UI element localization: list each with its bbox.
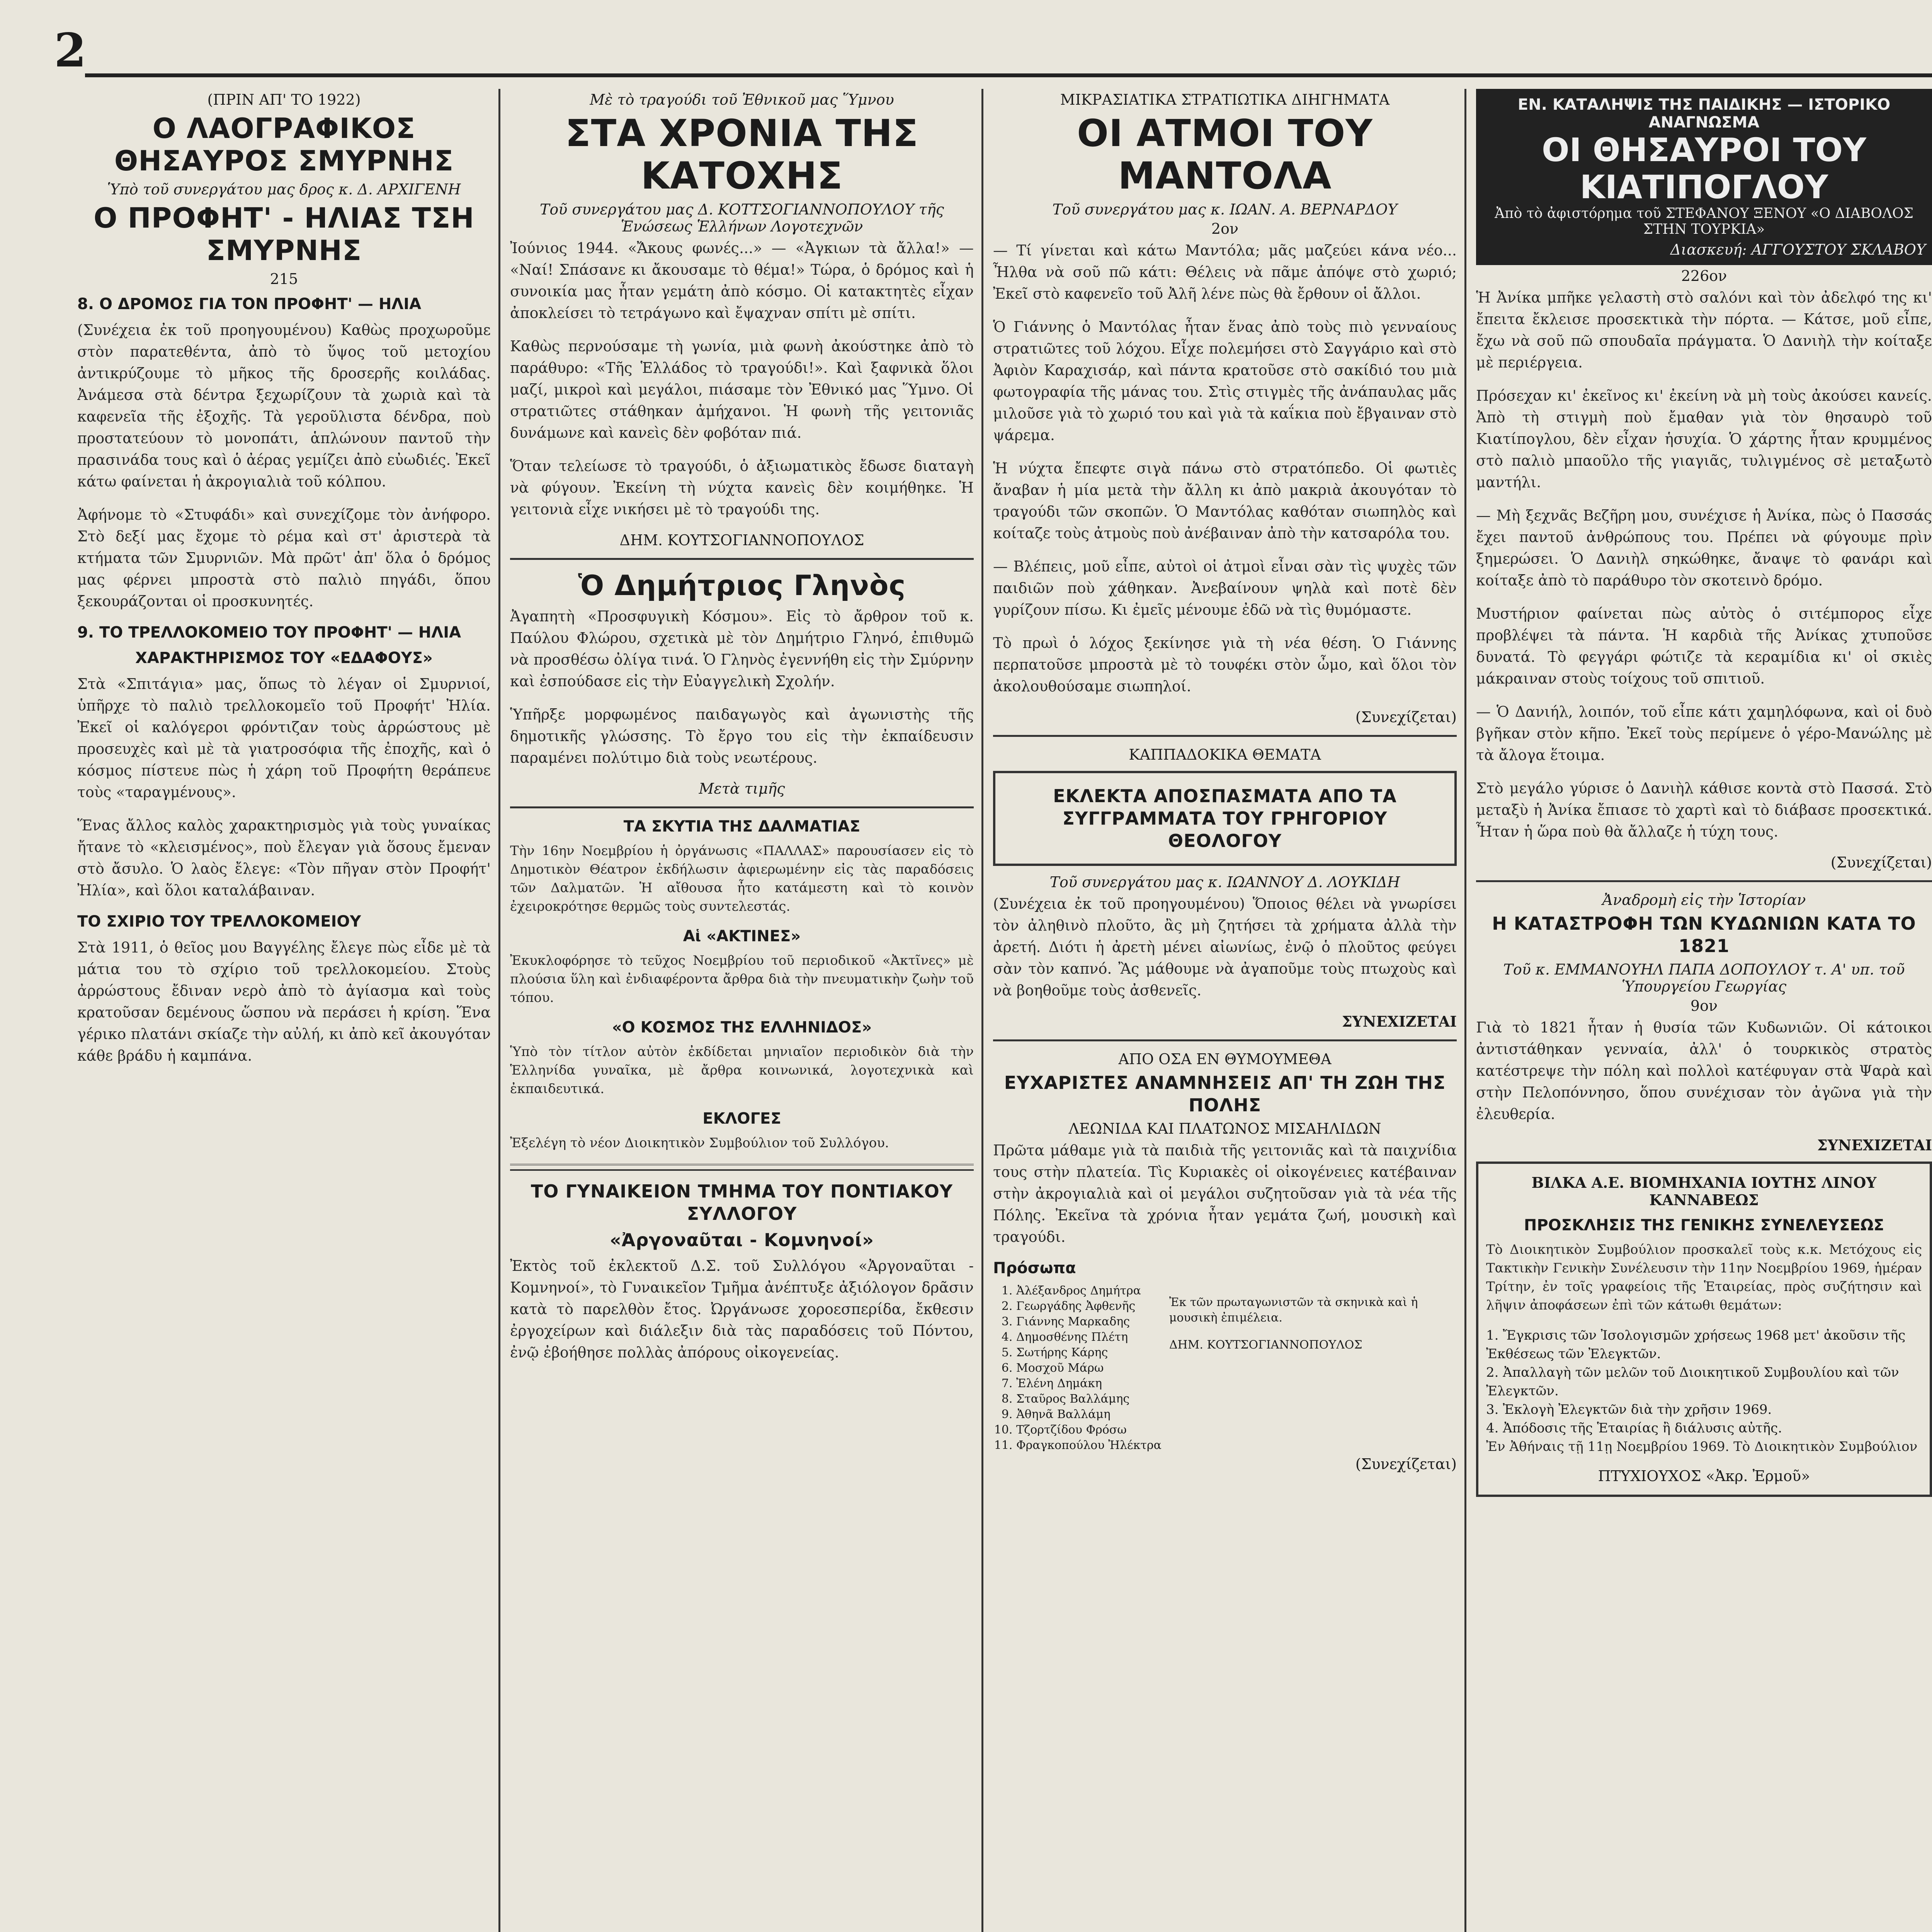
section-heading: ΤΟ ΣΧΙΡΙΟ ΤΟΥ ΤΡΕΛΛΟΚΟΜΕΙΟΥ: [77, 913, 361, 930]
paragraph: Στὸ μεγάλο γύρισε ὁ Δανιὴλ κάθισε κοντὰ στὸ Πασσά. Στὸ μεταξὺ ἡ Ἀνίκα ἔπιασε τὸ χαρτὶ καὶ τὸ διάβασε προσεκτικά. Ἦταν ἡ ὥρα ποὺ θὰ ἄλλαζε ἡ τύχη τους.: [1476, 780, 1932, 840]
cast-list: [993, 1283, 1162, 1453]
paragraph: Ὁ Γιάννης ὁ Μαντόλας ἦταν ἕνας ἀπὸ τοὺς πιὸ γενναίους στρατιῶτες τοῦ λόχου. Εἶχε πολεμήσει στὸ Σαγγάριο καὶ στὸ Ἀφιὸν Καραχισάρ, καὶ πάντα κρατοῦσε στὸ σακίδιό του μιὰ φωτογραφία τῆς μάνας του. Στὶς στιγμὲς τῆς ἀνάπαυλας μᾶς μιλοῦσε γιὰ τὸ χωριό του καὶ γιὰ τὰ καΐκια ποὺ ἔβγαιναν στὸ ψάρεμα.: [993, 318, 1457, 444]
byline: Ὑπὸ τοῦ συνεργάτου μας δρος κ. Δ. ΑΡΧΙΓΕΝΗ: [107, 181, 461, 198]
section-heading: 8. Ο ΔΡΟΜΟΣ ΓΙΑ ΤΟΝ ΠΡΟΦΗΤ' — ΗΛΙΑ: [77, 295, 422, 313]
banner-subtitle: Ἀπὸ τὸ ἀφιστόρημα τοῦ ΣΤΕΦΑΝΟΥ ΞΕΝΟΥ «Ο ΔΙΑΒΟΛΟΣ ΣΤΗΝ ΤΟΥΡΚΙΑ»: [1495, 206, 1913, 237]
agenda-item: 3. Ἐκλογὴ Ἐλεγκτῶν διὰ τὴν χρῆσιν 1969.: [1486, 1402, 1772, 1417]
article-subtitle: «Ἀργοναῦται - Κομνηνοί»: [610, 1230, 874, 1250]
paragraph: Στὰ 1911, ὁ θεῖος μου Βαγγέλης ἔλεγε πὼς εἶδε μὲ τὰ μάτια του τὸ σχίριο τοῦ τρελλοκομείου. Στοὺς ἀρρώστους ἔδιναν νερὸ ἀπὸ τὸ ἁγίασμα καὶ τοὺς κρατοῦσαν δεμένους ὥσπου νὰ περάσει ἡ κρίση. Ἕνα γέρικο πλατάνι σκίαζε τὴν αὐλή, κι ἀπὸ κεῖ ἀκουγόταν κάθε βράδυ ἡ καμπάνα.: [77, 939, 491, 1064]
agenda-item: 2. Ἀπαλλαγὴ τῶν μελῶν τοῦ Διοικητικοῦ Συμβουλίου καὶ τῶν Ἐλεγκτῶν.: [1486, 1365, 1899, 1399]
paragraph: Ἡ Ἀνίκα μπῆκε γελαστὴ στὸ σαλόνι καὶ τὸν ἀδελφό της κι' ἔπειτα ἔκλεισε προσεκτικὰ τὴν πόρτα. — Κάτσε, μοῦ εἶπε, ἔχω νὰ σοῦ πῶ σπουδαῖα πράγματα. Ὁ Δανιὴλ τὴν κοίταξε μὲ περιέργεια.: [1476, 289, 1932, 371]
paragraph: — Τί γίνεται καὶ κάτω Μαντόλα; μᾶς μαζεύει κάνα νέο... Ἦλθα νὰ σοῦ πῶ κάτι: Θέλεις νὰ πᾶμε ἀπόψε στὸ χωριό; Ἐκεῖ στὸ καφενεῖο τοῦ Ἀλῆ λένε πὼς θὰ ἔρθουν οἱ ἄλλοι.: [993, 242, 1457, 302]
article-title: Ὁ Δημήτριος Γληνὸς: [578, 569, 906, 602]
article-title: ΕΥΧΑΡΙΣΤΕΣ ΑΝΑΜΝΗΣΕΙΣ ΑΠ' ΤΗ ΖΩΗ ΤΗΣ ΠΟΛΗΣ: [1004, 1072, 1446, 1116]
section-heading: 9. ΤΟ ΤΡΕΛΛΟΚΟΜΕΙΟ ΤΟΥ ΠΡΟΦΗΤ' — ΗΛΙΑ: [77, 624, 461, 641]
paragraph: Ἐξελέγη τὸ νέον Διοικητικὸν Συμβούλιον τοῦ Συλλόγου.: [510, 1135, 889, 1151]
divider: [510, 1164, 974, 1171]
paragraph: Ἀφήνομε τὸ «Στυφάδι» καὶ συνεχίζομε τὸν ἀνήφορο. Στὸ δεξί μας ἔχομε τὸ ρέμα καὶ στ' ἀριστερὰ τὰ κτήματα τῶν Σμυρνιῶν. Μὰ πρῶτ' ἀπ' ὅλα ὁ δρόμος μας φέρνει μπροστὰ στὸ παλιὸ πηγάδι, ὅπου ξεκουράζονται οἱ προσκυνητές.: [77, 506, 491, 610]
continued-note: ΣΥΝΕΧΙΖΕΤΑΙ: [1817, 1136, 1932, 1154]
notice-text: Τὸ Διοικητικὸν Συμβούλιον προσκαλεῖ τοὺς κ.κ. Μετόχους εἰς Τακτικὴν Γενικὴν Συνέλευσιν τὴν 11ην Νοεμβρίου 1969, ἡμέραν Τρίτην, ἐν τοῖς γραφείοις τῆς Ἑταιρείας, πρὸς συζήτησιν καὶ λῆψιν ἀποφάσεων ἐπὶ τῶν κάτωθι θεμάτων:: [1486, 1242, 1922, 1313]
banner-title: ΟΙ ΘΗΣΑΥΡΟΙ ΤΟΥ ΚΙΑΤΙΠΟΓΛΟΥ: [1542, 131, 1866, 206]
notice-footer: Ἐν Ἀθήναις τῇ 11ῃ Νοεμβρίου 1969. Τὸ Διοικητικὸν Συμβούλιον: [1486, 1439, 1918, 1454]
top-rule: [85, 73, 1932, 77]
column-divider: [981, 89, 983, 1932]
signature: Μετὰ τιμῆς: [699, 780, 785, 797]
byline: ΛΕΩΝΙΔΑ ΚΑΙ ΠΛΑΤΩΝΟΣ ΜΙΣΑΗΛΙΔΩΝ: [1068, 1120, 1381, 1137]
installment-number: 215: [270, 270, 298, 287]
paragraph: Ἕνας ἄλλος καλὸς χαρακτηρισμὸς γιὰ τοὺς γυναίκας ἤτανε τὸ «κλεισμένος», ποὺ ἔλεγαν γιὰ ὅσους ἔμεναν στὸ ἄσυλο. Ὁ λαὸς ἔλεγε: «Τὸν πῆγαν στὸν Προφήτ' Ἠλία», καὶ ὅλοι καταλάβαιναν.: [77, 817, 491, 899]
cast-notes: [1169, 1283, 1457, 1453]
continued-note: (Συνεχίζεται): [1355, 709, 1457, 726]
news-heading: ΤΑ ΣΚΥΤΙΑ ΤΗΣ ΔΑΛΜΑΤΙΑΣ: [623, 818, 861, 835]
paragraph: Στὰ «Σπιτάγια» μας, ὅπως τὸ λέγαν οἱ Σμυρνιοί, ὑπῆρχε τὸ παλιὸ τρελλοκομεῖο τοῦ Προφήτ' Ἠλία. Ἐκεῖ οἱ καλόγεροι φρόντιζαν τοὺς ἀρρώστους μὲ προσευχὲς καὶ μὲ τὰ γιατροσόφια τῆς ἐποχῆς, καὶ ὁ κόσμος πίστευε πὼς ἡ χάρη τοῦ Προφήτη θεράπευε τοὺς «ταραγμένους».: [77, 675, 491, 801]
cast-note: Ἐκ τῶν πρωταγωνιστῶν τὰ σκηνικὰ καὶ ἡ μουσικὴ ἐπιμέλεια.: [1169, 1296, 1418, 1325]
divider: [993, 735, 1457, 737]
column-divider: [498, 89, 500, 1932]
paragraph: — Βλέπεις, μοῦ εἶπε, αὐτοὶ οἱ ἀτμοὶ εἶναι σὰν τὶς ψυχὲς τῶν παιδιῶν ποὺ χάθηκαν. Ἀνεβαίνουν ψηλὰ καὶ ποτὲ δὲν γυρίζουν πίσω. Κι ἐμεῖς μένουμε ἐδῶ νὰ τὶς θυμόμαστε.: [993, 558, 1457, 618]
notice-signature: ΠΤΥΧΙΟΥΧΟΣ «Ἀκρ. Ἐρμοῦ»: [1598, 1468, 1810, 1485]
column-4: [1476, 89, 1932, 1932]
divider: [510, 806, 974, 808]
paragraph: Ἰούνιος 1944. «Ἄκους φωνές...» — «Ἀγκιων τὰ ἄλλα!» — «Ναί! Σπάσανε κι ἄκουσαμε τὸ θέμα!» Τώρα, ὁ δρόμος καὶ ἡ συνοικία μας ἦταν γεμάτη ἀπὸ κόσμο. Οἱ κατακτητὲς εἶχαν ἀποκλείσει τὸ τετράγωνο καὶ ἔψαχναν σπίτι μὲ σπίτι.: [510, 240, 974, 321]
paragraph: — Ὁ Δανιήλ, λοιπόν, τοῦ εἶπε κάτι χαμηλόφωνα, καὶ οἱ δυὸ βγῆκαν στὸν κῆπο. Ἐκεῖ τοὺς περίμενε ὁ γέρο-Μανώλης μὲ τὰ ἄλογα ἕτοιμα.: [1476, 703, 1932, 764]
cast-member: 11. Φραγκοπούλου Ἠλέκτρα: [1016, 1438, 1162, 1453]
paragraph: Ἀγαπητὴ «Προσφυγικὴ Κόσμου». Εἰς τὸ ἄρθρον τοῦ κ. Παύλου Φλώρου, σχετικὰ μὲ τὸν Δημήτριο Γληνό, ἐπιθυμῶ νὰ προσθέσω ὀλίγα τινά. Ὁ Γληνὸς ἐγεννήθη εἰς τὴν Σμύρνην καὶ ἐσπούδασε εἰς τὴν Εὐαγγελικὴ Σχολήν.: [510, 608, 974, 690]
news-heading: «Ο ΚΟΣΜΟΣ ΤΗΣ ΕΛΛΗΝΙΔΟΣ»: [612, 1019, 872, 1036]
cast-member: 4. Δημοσθένης Πλέτη: [1016, 1330, 1162, 1345]
article-subtitle: Ο ΠΡΟΦΗΤ' - ΗΛΙΑΣ ΤΣΗ ΣΜΥΡΝΗΣ: [94, 202, 474, 267]
signature: ΔΗΜ. ΚΟΥΤΣΟΓΙΑΝΝΟΠΟΥΛΟΣ: [619, 532, 864, 549]
installment-number: 9ον: [1690, 997, 1718, 1014]
continued-note: (Συνεχίζεται): [1830, 854, 1932, 871]
column-3: [993, 89, 1457, 1932]
article-title: ΟΙ ΑΤΜΟΙ ΤΟΥ ΜΑΝΤΟΛΑ: [1077, 112, 1373, 197]
kicker: Μὲ τὸ τραγούδι τοῦ Ἐθνικοῦ μας Ὕμνου: [590, 91, 894, 108]
cast-member: 6. Μοσχοῦ Μάρω: [1016, 1361, 1162, 1376]
cast-member: 1. Ἀλέξανδρος Δημήτρα: [1016, 1283, 1162, 1299]
divider: [1476, 880, 1932, 882]
column-1: [77, 89, 491, 1932]
article-title: ΣΤΑ ΧΡΟΝΙΑ ΤΗΣ ΚΑΤΟΧΗΣ: [565, 112, 918, 197]
byline: Τοῦ συνεργάτου μας Δ. ΚΟΤΤΣΟΓΙΑΝΝΟΠΟΥΛΟΥ τῆς Ἑνώσεως Ἑλλήνων Λογοτεχνῶν: [540, 201, 944, 235]
paragraph: Ὅταν τελείωσε τὸ τραγούδι, ὁ ἀξιωματικὸς ἔδωσε διαταγὴ νὰ φύγουν. Ἐκείνη τὴ νύχτα κανεὶς δὲν κοιμήθηκε. Ἡ γειτονιὰ εἶχε νικήσει μὲ τὸ τραγούδι της.: [510, 457, 974, 518]
divider: [993, 1039, 1457, 1041]
kicker: Ἀναδρομὴ εἰς τὴν Ἱστορίαν: [1602, 891, 1806, 908]
paragraph: Ἡ νύχτα ἔπεφτε σιγὰ πάνω στὸ στρατόπεδο. Οἱ φωτιὲς ἄναβαν ἡ μία μετὰ τὴν ἄλλη κι ἀπὸ μακριὰ ἀκουγόταν τὸ τραγούδι τῶν σκοπῶν. Ὁ Μαντόλας καθόταν σιωπηλὸς καὶ κοίταζε τοὺς ἀτμοὺς ποὺ ἀνέβαιναν ἀπὸ τὴν κατσαρόλα του.: [993, 460, 1457, 542]
banner-adaptation: Διασκευή: ΑΓΓΟΥΣΤΟΥ ΣΚΛΑΒΟΥ: [1670, 241, 1926, 258]
kicker: ΜΙΚΡΑΣΙΑΤΙΚΑ ΣΤΡΑΤΙΩΤΙΚΑ ΔΙΗΓΗΜΑΤΑ: [1060, 91, 1390, 108]
cast-member: 5. Σωτήρης Κάρης: [1016, 1345, 1162, 1361]
agenda-item: 1. Ἔγκρισις τῶν Ἰσολογισμῶν χρήσεως 1968 μετ' ἀκοῦσιν τῆς Ἐκθέσεως τῶν Ἐλεγκτῶν.: [1486, 1328, 1906, 1362]
article-title: ΕΚΛΕΚΤΑ ΑΠΟΣΠΑΣΜΑΤΑ ΑΠΟ ΤΑ ΣΥΓΓΡΑΜΜΑΤΑ ΤΟΥ ΓΡΗΓΟΡΙΟΥ ΘΕΟΛΟΓΟΥ: [1053, 786, 1397, 851]
byline: Τοῦ συνεργάτου μας κ. ΙΩΑΝΝΟΥ Δ. ΛΟΥΚΙΔΗ: [1049, 874, 1400, 891]
section-subheading: ΧΑΡΑΚΤΗΡΙΣΜΟΣ ΤΟΥ «ΕΔΑΦΟΥΣ»: [135, 649, 433, 667]
paragraph: Τὸ πρωὶ ὁ λόχος ξεκίνησε γιὰ τὴ νέα θέση. Ὁ Γιάννης περπατοῦσε μπροστὰ μὲ τὸ τουφέκι στὸν ὦμο, καὶ ὅλοι τὸν ἀκολουθούσαμε σιωπηλοί.: [993, 634, 1457, 695]
company-notice: [1476, 1162, 1932, 1497]
news-heading: ΕΚΛΟΓΕΣ: [702, 1110, 781, 1128]
article-title: Η ΚΑΤΑΣΤΡΟΦΗ ΤΩΝ ΚΥΔΩΝΙΩΝ ΚΑΤΑ ΤΟ 1821: [1492, 913, 1916, 956]
banner-kicker: ΕΝ. ΚΑΤΑΛΗΨΙΣ ΤΗΣ ΠΑΙΔΙΚΗΣ — ΙΣΤΟΡΙΚΟ ΑΝΑΓΝΩΣΜΑ: [1517, 96, 1891, 131]
cast-member: 10. Τζορτζίδου Φρόσω: [1016, 1422, 1162, 1438]
notice-title: ΠΡΟΣΚΛΗΣΙΣ ΤΗΣ ΓΕΝΙΚΗΣ ΣΥΝΕΛΕΥΣΕΩΣ: [1524, 1216, 1884, 1234]
cast-heading: Πρόσωπα: [993, 1259, 1076, 1277]
paragraph: Ὑπὸ τὸν τίτλον αὐτὸν ἐκδίδεται μηνιαῖον περιοδικὸν διὰ τὴν Ἑλληνίδα γυναῖκα, μὲ ἄρθρα κοινωνικά, λογοτεχνικὰ καὶ ἐκπαιδευτικά.: [510, 1044, 974, 1097]
column-divider: [1464, 89, 1466, 1932]
cast-member: 3. Γιάννης Μαρκαδης: [1016, 1314, 1162, 1330]
installment-number: 2ον: [1211, 220, 1239, 237]
article-title: ΤΟ ΓΥΝΑΙΚΕΙΟΝ ΤΜΗΜΑ ΤΟΥ ΠΟΝΤΙΑΚΟΥ ΣΥΛΛΟΓΟΥ: [531, 1181, 953, 1224]
news-heading: Αἱ «ΑΚΤΙΝΕΣ»: [683, 927, 801, 945]
byline: Τοῦ συνεργάτου μας κ. ΙΩΑΝ. Α. ΒΕΡΝΑΡΔΟΥ: [1052, 201, 1398, 218]
article-title: Ο ΛΑΟΓΡΑΦΙΚΟΣ ΘΗΣΑΥΡΟΣ ΣΜΥΡΝΗΣ: [114, 112, 454, 177]
cast-block: [993, 1283, 1457, 1453]
paragraph: Γιὰ τὸ 1821 ἦταν ἡ θυσία τῶν Κυδωνιῶν. Οἱ κάτοικοι ἀντιστάθηκαν γενναία, ἀλλ' ὁ τουρκικὸς στρατὸς κατέστρεψε τὴν πόλη καὶ πολλοὶ κατέφυγαν στὰ Ψαρὰ καὶ στὴν Πελοπόννησο, ὅπου συνέχισαν τὸν ἀγῶνα γιὰ τὴν ἐλευθερία.: [1476, 1019, 1932, 1122]
divider: [510, 558, 974, 560]
paragraph: Καθὼς περνούσαμε τὴ γωνία, μιὰ φωνὴ ἀκούστηκε ἀπὸ τὸ παράθυρο: «Τῆς Ἑλλάδος τὸ τραγούδι!». Καὶ ξαφνικὰ ὅλοι μαζί, μικροὶ καὶ μεγάλοι, πιάσαμε τὸν Ἐθνικό μας Ὕμνο. Οἱ στρατιῶτες στάθηκαν ἀμήχανοι. Ἡ φωνὴ τῆς γειτονιᾶς δυνάμωνε καὶ κανεὶς δὲν φοβόταν πιά.: [510, 338, 974, 441]
paragraph: (Συνέχεια ἐκ τοῦ προηγουμένου) Καθὼς προχωροῦμε στὸν παρατεθέντα, ἀπὸ τὸ ὕψος τοῦ μετοχίου ἀντικρύζουμε τὸ μῆκος τῆς δροσερῆς κοιλάδας. Ἀνάμεσα στὰ δέντρα ξεχωρίζουν τὰ χωριὰ καὶ τὰ καφενεῖα τῆς ἐξοχῆς. Τὰ γεροῦλιστα δένδρα, ποὺ προστατεύουν τὸ μονοπάτι, ἁπλώνουν παντοῦ τὴν πρασινάδα τους καὶ ὁ ἀέρας γεμίζει ἀπὸ εὐωδιές. Ἐκεῖ κάτω φαίνεται ἡ ἀκρογιαλιὰ τοῦ κόλπου.: [77, 321, 491, 490]
page-number: 2: [54, 23, 87, 78]
serial-banner: [1476, 89, 1932, 265]
cast-member: 8. Σταῦρος Βαλλάμης: [1016, 1391, 1162, 1407]
paragraph: — Μὴ ξεχνᾶς Βεζῆρη μου, συνέχισε ἡ Ἀνίκα, πὼς ὁ Πασσάς ἔχει παντοῦ ἀνθρώπους του. Πρέπει νὰ φύγουμε πρὶν ξημερώσει. Ὁ Δανιὴλ σηκώθηκε, ἄναψε τὸ φανάρι καὶ κοίταξε ἀπὸ τὸ παράθυρο τὸν σκοτεινὸ δρόμο.: [1476, 507, 1932, 589]
paragraph: Τὴν 16ην Νοεμβρίου ἡ ὀργάνωσις «ΠΑΛΛΑΣ» παρουσίασεν εἰς τὸ Δημοτικὸν Θέατρον ἐκδήλωσιν ἀφιερωμένην εἰς τὰς παραδόσεις τῶν Δαλματῶν. Ἡ αἴθουσα ἦτο κατάμεστη καὶ τὸ κοινὸν ἐχειροκρότησε θερμῶς τοὺς συντελεστάς.: [510, 843, 974, 914]
continued-note: (Συνεχίζεται): [1355, 1456, 1457, 1473]
cast-member: 7. Ἐλένη Δημάκη: [1016, 1376, 1162, 1391]
headline-box: [993, 771, 1457, 866]
company-name: ΒΙΛΚΑ Α.Ε. ΒΙΟΜΗΧΑΝΙΑ ΙΟΥΤΗΣ ΛΙΝΟΥ ΚΑΝΝΑΒΕΩΣ: [1531, 1174, 1877, 1209]
byline: Τοῦ κ. ΕΜΜΑΝΟΥΗΛ ΠΑΠΑ ΔΟΠΟΥΛΟΥ τ. Α' υπ. τοῦ Ὑπουργείου Γεωργίας: [1503, 961, 1905, 995]
installment-number: 226ον: [1681, 267, 1727, 284]
cast-member: 2. Γεωργάδης Ἀφθενῆς: [1016, 1299, 1162, 1314]
agenda-list: [1486, 1326, 1922, 1437]
paragraph: (Συνέχεια ἐκ τοῦ προηγουμένου) Ὅποιος θέλει νὰ γνωρίσει τὸν ἀληθινὸ πλοῦτο, ἂς μὴ ζητήσει τὰ χρήματα ἀλλὰ τὴν ἀρετή. Διότι ἡ ἀρετὴ μένει αἰωνίως, ἐνῷ ὁ πλοῦτος φεύγει σὰν τὸν καπνό. Ἂς μάθουμε νὰ ἀγαποῦμε τοὺς πτωχοὺς καὶ νὰ βοηθοῦμε τοὺς ἀσθενεῖς.: [993, 895, 1457, 999]
kicker: (ΠΡΙΝ ΑΠ' ΤΟ 1922): [207, 91, 361, 108]
paragraph: Ὑπῆρξε μορφωμένος παιδαγωγὸς καὶ ἀγωνιστὴς τῆς δημοτικῆς γλώσσης. Τὸ ἔργο του εἰς τὴν ἐκπαίδευσιν παραμένει πολύτιμο διὰ τοὺς νεωτέρους.: [510, 706, 974, 766]
cast-member: 9. Ἀθηνᾶ Βαλλάμη: [1016, 1407, 1162, 1422]
paragraph: Πρόσεχαν κι' ἐκεῖνος κι' ἐκείνη νὰ μὴ τοὺς ἀκούσει κανείς. Ἀπὸ τὴ στιγμὴ ποὺ ἔμαθαν γιὰ τὸν θησαυρὸ τοῦ Κιατίπογλου, δὲν εἶχαν ἡσυχία. Ὁ χάρτης ἦταν κρυμμένος στὸ παλιὸ μπαοῦλο τῆς γιαγιᾶς, τυλιγμένος σὲ μεταξωτὸ μαντήλι.: [1476, 387, 1932, 491]
kicker: ΑΠΟ ΟΣΑ ΕΝ ΘΥΜΟΥΜΕΘΑ: [1118, 1051, 1332, 1068]
column-2: [510, 89, 974, 1932]
kicker: ΚΑΠΠΑΔΟΚΙΚΑ ΘΕΜΑΤΑ: [1129, 746, 1321, 763]
paragraph: Ἐκυκλοφόρησε τὸ τεῦχος Νοεμβρίου τοῦ περιοδικοῦ «Ἀκτῖνες» μὲ πλούσια ὕλη καὶ ἐνδιαφέροντα ἄρθρα διὰ τὴν πνευματικὴν ζωὴν τοῦ τόπου.: [510, 953, 974, 1005]
paragraph: Μυστήριον φαίνεται πὼς αὐτὸς ὁ σιτέμπορος εἶχε προβλέψει τὰ πάντα. Ἡ καρδιὰ τῆς Ἀνίκας χτυποῦσε δυνατά. Τὸ φεγγάρι φώτιζε τὰ κεραμίδια κι' οἱ σκιὲς μάκραιναν στοὺς τοίχους τοῦ σπιτιοῦ.: [1476, 605, 1932, 687]
signature: ΔΗΜ. ΚΟΥΤΣΟΓΙΑΝΝΟΠΟΥΛΟΣ: [1169, 1338, 1362, 1352]
paragraph: Ἐκτὸς τοῦ ἐκλεκτοῦ Δ.Σ. τοῦ Συλλόγου «Ἀργοναῦται - Κομνηνοί», τὸ Γυναικεῖον Τμῆμα ἀνέπτυξε ἀξιόλογον δρᾶσιν κατὰ τὸ παρελθὸν ἔτος. Ὠργάνωσε χοροεσπερίδα, ἔκθεσιν ἐργοχείρων καὶ διάλεξιν διὰ τὰς παραδόσεις τοῦ Πόντου, ἐνῷ ἐβοήθησε πολλὰς ἀπόρους οἰκογενείας.: [510, 1257, 974, 1361]
paragraph: Πρῶτα μάθαμε γιὰ τὰ παιδιὰ τῆς γειτονιᾶς καὶ τὰ παιχνίδια τους στὴν πλατεία. Τὶς Κυριακὲς οἱ οἰκογένειες κατέβαιναν στὴν ἀκρογιαλιὰ καὶ οἱ μεγάλοι συζητοῦσαν γιὰ τὰ νέα τῆς Πόλης. Ἐκεῖνα τὰ χρόνια ἦταν γεμάτα ζωή, μουσικὴ καὶ τραγούδι.: [993, 1142, 1457, 1245]
continued-note: ΣΥΝΕΧΙΖΕΤΑΙ: [1342, 1013, 1457, 1030]
agenda-item: 4. Ἀπόδοσις τῆς Ἑταιρίας ἢ διάλυσις αὐτῆς.: [1486, 1420, 1782, 1436]
